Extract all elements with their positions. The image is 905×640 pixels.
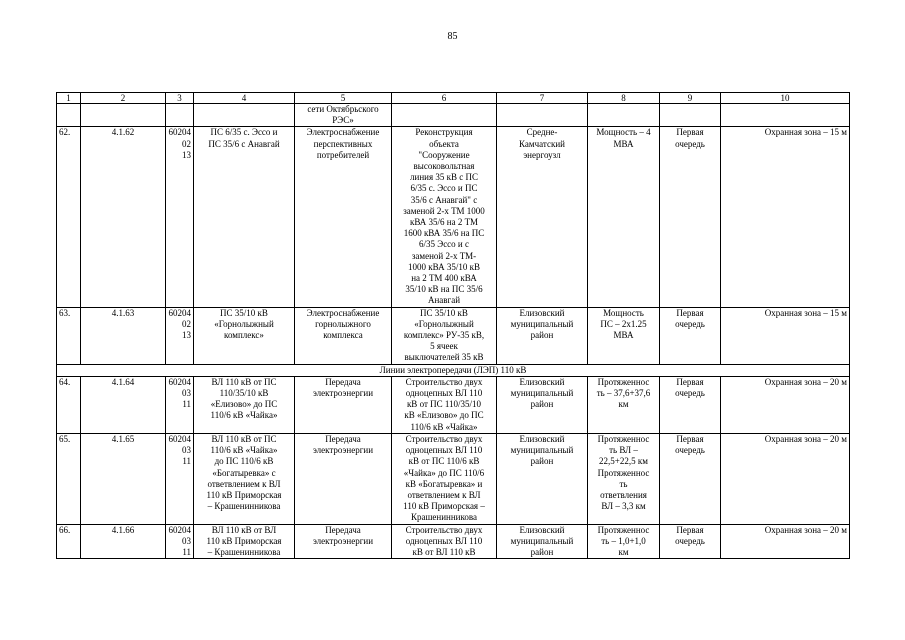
table-cell: Охранная зона – 20 м <box>721 524 850 559</box>
table-cell <box>721 104 850 127</box>
column-number: 4 <box>194 93 295 104</box>
table-row <box>57 376 850 433</box>
table-cell: Электроснабжение горнолыжного комплекса <box>295 307 392 364</box>
table-cell: ПС 6/35 с. Эссо и ПС 35/6 с Анавгай <box>194 127 295 307</box>
table-cell: 4.1.62 <box>81 127 166 307</box>
table-cell: Первая очередь <box>660 524 721 559</box>
table-cell: 6020403 11 <box>166 376 194 433</box>
column-number-row <box>57 93 850 104</box>
table-cell: Мощность – 4 МВА <box>588 127 660 307</box>
table-cell: Передача электроэнергии <box>295 433 392 524</box>
table-cell: Охранная зона – 20 м <box>721 376 850 433</box>
table-cell <box>166 104 194 127</box>
table-cell: Протяженнос ть ВЛ – 22,5+22,5 км Протяженнос ть ответвления ВЛ – 3,3 км <box>588 433 660 524</box>
table-cell: Первая очередь <box>660 127 721 307</box>
table-row <box>57 127 850 307</box>
section-heading-row <box>57 364 850 376</box>
register-table <box>56 92 850 559</box>
column-number: 1 <box>57 93 81 104</box>
table-cell: ПС 35/10 кВ «Горнолыжный комплекс» <box>194 307 295 364</box>
table-cell: 4.1.66 <box>81 524 166 559</box>
table-cell: Передача электроэнергии <box>295 524 392 559</box>
table-cell: Елизовский муниципальный район <box>497 307 588 364</box>
table-cell <box>81 104 166 127</box>
table-cell: Средне- Камчатский энергоузл <box>497 127 588 307</box>
table-cell: Елизовский муниципальный район <box>497 524 588 559</box>
table-cell: Охранная зона – 15 м <box>721 307 850 364</box>
table-cell: Строительство двух одноцепных ВЛ 110 кВ от ПС 110/35/10 кВ «Елизово» до ПС 110/6 кВ «Чайка» <box>392 376 497 433</box>
table-cell: ВЛ 110 кВ от ПС 110/6 кВ «Чайка» до ПС 110/6 кВ «Богатыревка» с ответвлением к ВЛ 110 кВ Приморская – Крашенинникова <box>194 433 295 524</box>
table-cell <box>588 104 660 127</box>
table-cell: 4.1.63 <box>81 307 166 364</box>
column-number: 8 <box>588 93 660 104</box>
table-cell <box>497 104 588 127</box>
table-cell: 4.1.64 <box>81 376 166 433</box>
table-cell: Мощность ПС – 2х1.25 МВА <box>588 307 660 364</box>
table-cell: 64. <box>57 376 81 433</box>
table-cell: 6020403 11 <box>166 433 194 524</box>
table-cell: Охранная зона – 20 м <box>721 433 850 524</box>
table-cell: Передача электроэнергии <box>295 376 392 433</box>
table-cell: сети Октябрьского РЭС» <box>295 104 392 127</box>
column-number: 5 <box>295 93 392 104</box>
table-cell: Елизовский муниципальный район <box>497 376 588 433</box>
column-number: 2 <box>81 93 166 104</box>
table-cell: Строительство двух одноцепных ВЛ 110 кВ от ПС 110/6 кВ «Чайка» до ПС 110/6 кВ «Богатыревка» и ответвлением к ВЛ 110 кВ Приморская – Крашенинникова <box>392 433 497 524</box>
table-row <box>57 307 850 364</box>
table-cell: 65. <box>57 433 81 524</box>
table-cell: 62. <box>57 127 81 307</box>
column-number: 7 <box>497 93 588 104</box>
table-cell: ВЛ 110 кВ от ВЛ 110 кВ Приморская – Крашенинникова <box>194 524 295 559</box>
section-heading: Линии электропередачи (ЛЭП) 110 кВ <box>57 364 850 376</box>
table-cell: 66. <box>57 524 81 559</box>
page-number: 85 <box>447 31 458 42</box>
table-cell <box>57 104 81 127</box>
table-cell: Протяженнос ть – 1,0+1,0 км <box>588 524 660 559</box>
table-cell: Реконструкция объекта "Сооружение высоковольтная линия 35 кВ с ПС 6/35 с. Эссо и ПС 35/6 с Анавгай" с заменой 2-х ТМ 1000 кВА 35/6 на 2 ТМ 1600 кВА 35/6 на ПС 6/35 Эссо и с заменой 2-х ТМ- 1000 кВА 35/10 кВ на 2 ТМ 400 кВА 35/10 кВ на ПС 35/6 Анавгай <box>392 127 497 307</box>
table-cell <box>392 104 497 127</box>
table-cell: Протяженнос ть – 37,6+37,6 км <box>588 376 660 433</box>
table-cell: 6020403 11 <box>166 524 194 559</box>
table-cell: Первая очередь <box>660 376 721 433</box>
table-row <box>57 433 850 524</box>
table-cell: 4.1.65 <box>81 433 166 524</box>
table-cell <box>194 104 295 127</box>
table-cell: Строительство двух одноцепных ВЛ 110 кВ от ВЛ 110 кВ <box>392 524 497 559</box>
table-cell <box>660 104 721 127</box>
table-cell: ПС 35/10 кВ «Горнолыжный комплекс» РУ-35 кВ, 5 ячеек выключателей 35 кВ <box>392 307 497 364</box>
table-cell: Охранная зона – 15 м <box>721 127 850 307</box>
table-cell: Елизовский муниципальный район <box>497 433 588 524</box>
table-cell: Первая очередь <box>660 433 721 524</box>
column-number: 3 <box>166 93 194 104</box>
table-row <box>57 524 850 559</box>
table-cell: 6020402 13 <box>166 127 194 307</box>
table-cell: Электроснабжение перспективных потребителей <box>295 127 392 307</box>
column-number: 9 <box>660 93 721 104</box>
continuation-row <box>57 104 850 127</box>
column-number: 6 <box>392 93 497 104</box>
column-number: 10 <box>721 93 850 104</box>
table-cell: Первая очередь <box>660 307 721 364</box>
table-cell: 63. <box>57 307 81 364</box>
table-cell: ВЛ 110 кВ от ПС 110/35/10 кВ «Елизово» до ПС 110/6 кВ «Чайка» <box>194 376 295 433</box>
table-cell: 6020402 13 <box>166 307 194 364</box>
